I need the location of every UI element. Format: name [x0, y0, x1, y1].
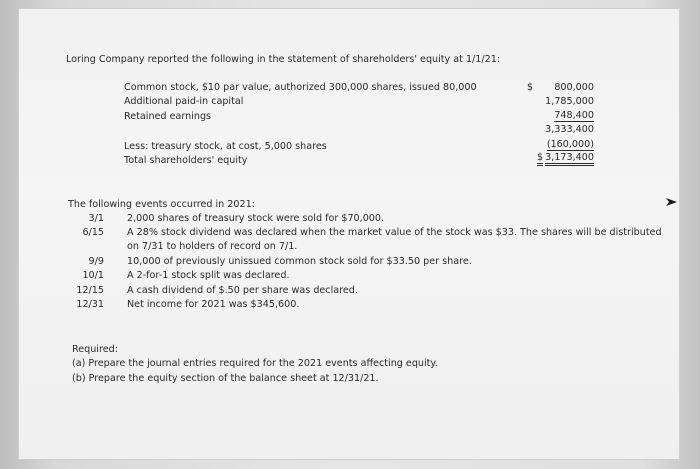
total-equity-label: Total shareholders' equity: [124, 155, 248, 166]
event-text: A 2-for-1 stock split was declared.: [127, 270, 290, 281]
treasury-stock-amount: (160,000): [546, 139, 594, 150]
common-stock-label: Common stock, $10 par value, authorized 300,000 shares, issued 80,000: [124, 82, 477, 93]
apic-label: Additional paid-in capital: [124, 96, 244, 107]
event-text: A 28% stock dividend was declared when the market value of the stock was $33. The shares will be distributed: [127, 227, 662, 238]
required-heading: Required:: [72, 344, 118, 355]
event-text: A cash dividend of $.50 per share was declared.: [127, 285, 358, 296]
retained-earnings-label: Retained earnings: [124, 111, 212, 122]
event-date: 9/9: [88, 256, 104, 267]
event-date: 12/15: [76, 285, 104, 296]
retained-earnings-amount: 748,400: [554, 110, 594, 121]
subtotal-amount: 3,333,400: [545, 124, 594, 135]
treasury-stock-label: Less: treasury stock, at cost, 5,000 shares: [124, 141, 327, 152]
required-item: (a) Prepare the journal entries required for the 2021 events affecting equity.: [72, 358, 438, 369]
total-dollar-sign: $: [537, 152, 543, 164]
event-date: 3/1: [88, 213, 104, 224]
event-text: 10,000 of previously unissued common stock sold for $33.50 per share.: [127, 256, 472, 267]
dollar-sign: $: [527, 82, 534, 93]
event-date: 12/31: [76, 299, 104, 310]
common-stock-amount: 800,000: [554, 82, 594, 93]
event-text: Net income for 2021 was $345,600.: [127, 299, 300, 310]
intro-text: Loring Company reported the following in the statement of shareholders' equity at 1/1/21:: [66, 54, 501, 65]
event-text: 2,000 shares of treasury stock were sold for $70,000.: [127, 213, 385, 224]
event-date: 10/1: [82, 270, 104, 281]
total-equity-amount: 3,173,400: [504, 152, 594, 164]
mouse-pointer-icon: [664, 192, 678, 211]
events-heading: The following events occurred in 2021:: [68, 199, 255, 210]
event-text-continuation: on 7/31 to holders of record on 7/1.: [127, 241, 298, 252]
apic-amount: 1,785,000: [545, 96, 594, 107]
event-date: 6/15: [82, 227, 104, 238]
required-item: (b) Prepare the equity section of the balance sheet at 12/31/21.: [72, 373, 379, 384]
